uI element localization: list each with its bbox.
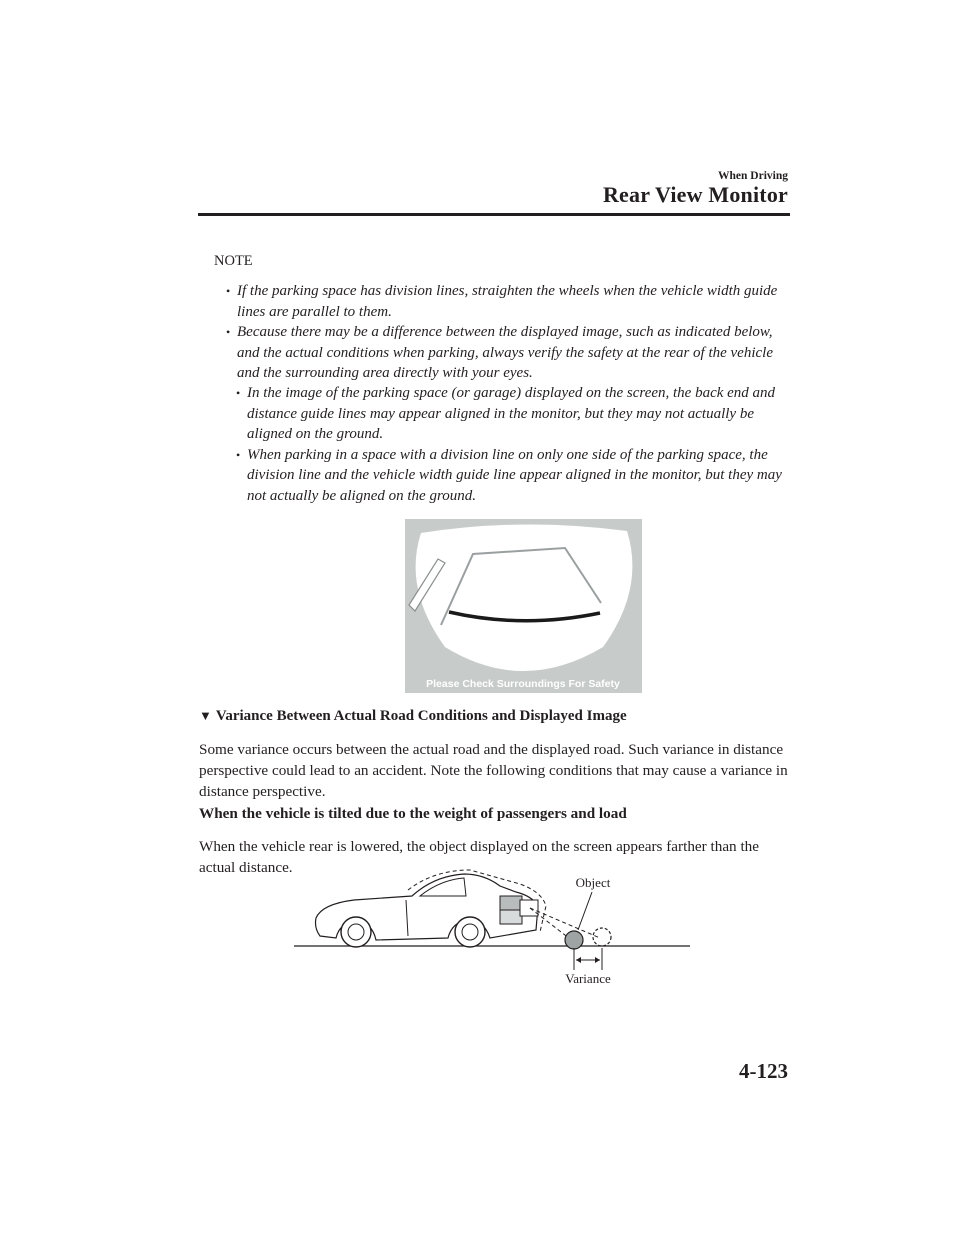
note-sub-item [214, 445, 790, 507]
object-displayed-marker [593, 928, 611, 946]
note-item [214, 322, 790, 384]
variance-arrowhead-left [576, 957, 581, 963]
note-sub-item [214, 383, 790, 445]
note-item-text: Because there may be a difference between the displayed image, such as indicated below, and the actual conditions when parking, always verify the safety at the rear of the vehicle and the surrounding area directly with your eyes. [237, 324, 773, 381]
bullet-icon: • [236, 386, 241, 400]
object-actual-marker [565, 931, 583, 949]
object-label: Object [575, 875, 611, 890]
section-heading-text: Variance Between Actual Road Conditions and Displayed Image [215, 708, 627, 724]
front-wheel [341, 917, 371, 947]
rear-view-monitor-illustration [405, 519, 642, 693]
note-item [214, 281, 790, 322]
note-sublist [214, 383, 790, 506]
note-item-text: If the parking space has division lines, straighten the wheels when the vehicle width guide lines are parallel to them. [237, 283, 778, 320]
monitor-caption: Please Check Surroundings For Safety [426, 678, 620, 690]
camera-box-tilted [520, 900, 538, 916]
bullet-icon: • [226, 325, 231, 339]
section-paragraph: Some variance occurs between the actual road and the displayed road. Such variance in distance perspective could lead to an accident. Note the following conditions that may cause a variance in distance perspective. [199, 741, 788, 800]
note-sub-item-text: In the image of the parking space (or garage) displayed on the screen, the back end and distance guide lines may appear aligned in the monitor, but they may not actually be aligned on the ground. [247, 385, 776, 442]
variance-arrowhead-right [595, 957, 600, 963]
object-leader-line [578, 892, 592, 930]
section-heading [199, 708, 627, 725]
condition-paragraph: When the vehicle rear is lowered, the object displayed on the screen appears farther than the actual distance. [199, 838, 760, 876]
car-tilt-illustration [294, 866, 692, 988]
rear-wheel [455, 917, 485, 947]
bullet-icon: • [236, 447, 241, 462]
header-section: When Driving [718, 170, 788, 182]
page-number: 4-123 [739, 1059, 788, 1083]
note-label: NOTE [214, 253, 253, 269]
bullet-icon: • [226, 284, 231, 298]
camera-sightline-displayed [530, 908, 600, 938]
header-rule [198, 213, 790, 216]
condition-subheading: When the vehicle is tilted due to the weight of passengers and load [199, 805, 627, 822]
camera-box-bottom [500, 910, 522, 924]
note-sub-item-text: When parking in a space with a division line on only one side of the parking space, the division line and the vehicle width guide line appear aligned in the monitor, but they may not actually be aligned on the ground. [247, 446, 782, 504]
note-list [214, 281, 790, 384]
triangle-marker-icon: ▼ [199, 708, 212, 723]
page-title: Rear View Monitor [602, 182, 788, 207]
variance-label: Variance [565, 971, 611, 986]
camera-box-top [500, 896, 522, 910]
